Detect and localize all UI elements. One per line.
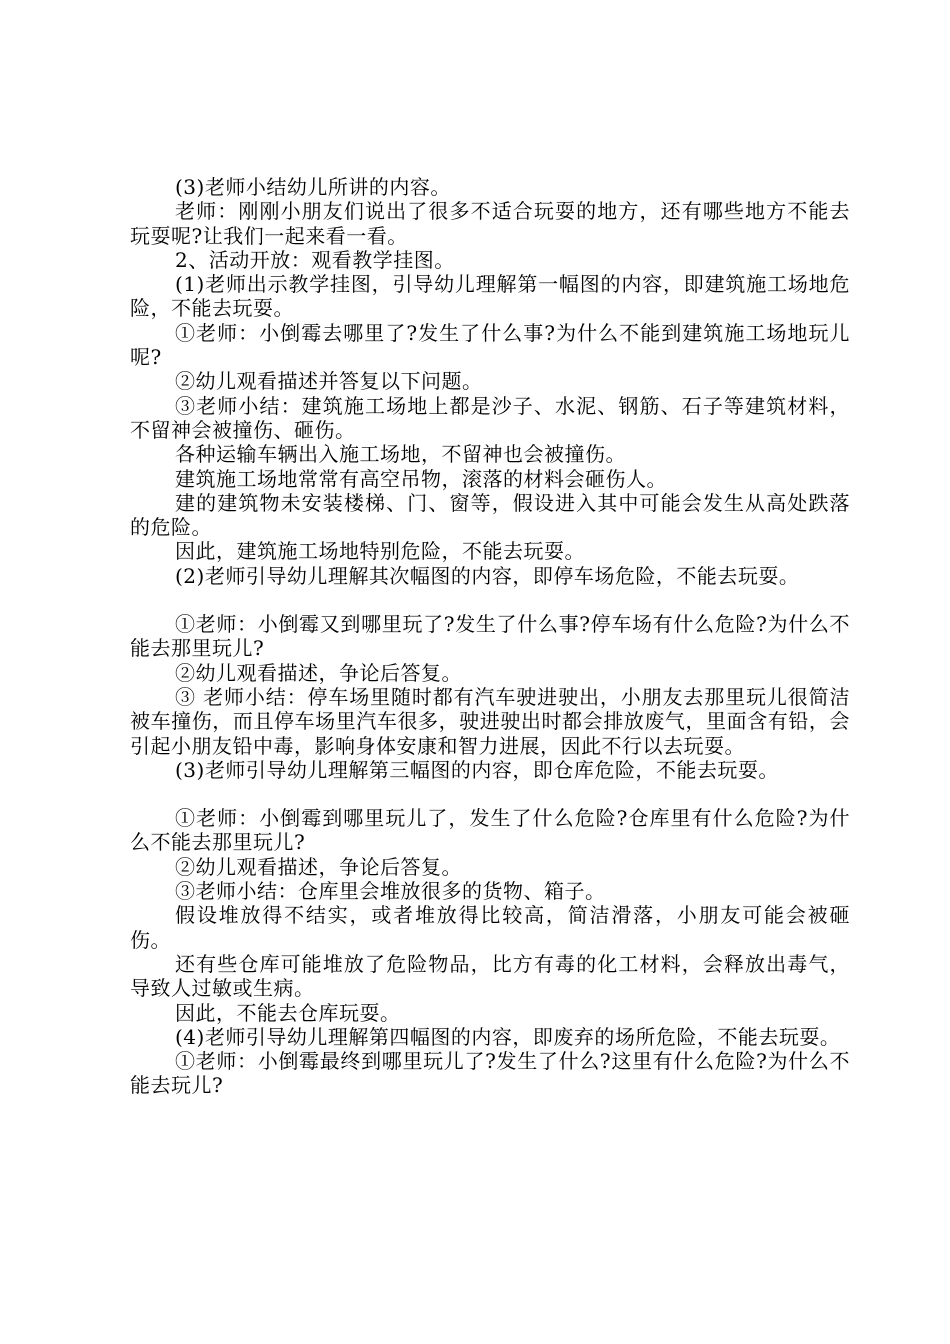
paragraph-picture-2-answer: ②幼儿观看描述，争论后答复。 (175, 660, 462, 685)
paragraph-picture-3-question: ①老师：小倒霉到哪里玩儿了，发生了什么危险?仓库里有什么危险?为什么不能去那里玩儿? (130, 806, 850, 855)
paragraph-picture-3-summary: ③老师小结：仓库里会堆放很多的货物、箱子。 (175, 879, 606, 904)
paragraph-activity-2: 2、活动开放：观看教学挂图。 (175, 247, 455, 272)
blank-line (130, 588, 850, 612)
paragraph-construction-conclusion: 因此，建筑施工场地特别危险，不能去玩耍。 (175, 539, 585, 564)
paragraph-picture-4: (4)老师引导幼儿理解第四幅图的内容，即废弃的场所危险，不能去玩耍。 (175, 1024, 841, 1049)
paragraph-picture-2-summary: ③ 老师小结：停车场里随时都有汽车驶进驶出，小朋友去那里玩儿很简洁被车撞伤，而且停车场里汽车很多，驶进驶出时都会排放废气，里面含有铅，会引起小朋友铅中毒，影响身体安康和智力进展，因此不行以去玩耍。 (130, 684, 850, 758)
paragraph-vehicles: 各种运输车辆出入施工场地，不留神也会被撞伤。 (175, 442, 626, 467)
paragraph-warehouse-conclusion: 因此，不能去仓库玩耍。 (175, 1000, 401, 1025)
paragraph-picture-2-question: ①老师：小倒霉又到哪里玩了?发生了什么事?停车场有什么危险?为什么不能去那里玩儿? (130, 612, 850, 661)
paragraph-teacher-intro: 老师：刚刚小朋友们说出了很多不适合玩耍的地方，还有哪些地方不能去玩耍呢?让我们一起来看一看。 (130, 199, 850, 248)
paragraph-picture-3: (3)老师引导幼儿理解第三幅图的内容，即仓库危险，不能去玩耍。 (175, 757, 779, 782)
paragraph-picture-1: (1)老师出示教学挂图，引导幼儿理解第一幅图的内容，即建筑施工场地危险，不能去玩耍。 (130, 272, 850, 321)
blank-line (130, 782, 850, 806)
paragraph-picture-2: (2)老师引导幼儿理解其次幅图的内容，即停车场危险，不能去玩耍。 (175, 563, 800, 588)
paragraph-picture-3-answer: ②幼儿观看描述，争论后答复。 (175, 854, 462, 879)
paragraph-unfinished-building: 建的建筑物未安装楼梯、门、窗等，假设进入其中可能会发生从高处跌落的危险。 (130, 490, 850, 540)
paragraph-hanging-objects: 建筑施工场地常常有高空吊物，滚落的材料会砸伤人。 (175, 466, 667, 491)
document-body (130, 175, 850, 1098)
paragraph-picture-1-summary: ③老师小结：建筑施工场地上都是沙子、水泥、钢筋、石子等建筑材料，不留神会被撞伤、砸伤。 (130, 393, 850, 442)
paragraph-stacking-risk: 假设堆放得不结实，或者堆放得比较高，简洁滑落，小朋友可能会被砸伤。 (130, 903, 850, 952)
paragraph-chemicals-risk: 还有些仓库可能堆放了危险物品，比方有毒的化工材料，会释放出毒气，导致人过敏或生病。 (130, 951, 850, 1001)
paragraph-summary-3: (3)老师小结幼儿所讲的内容。 (175, 175, 451, 199)
paragraph-picture-1-question: ①老师：小倒霉去哪里了?发生了什么事?为什么不能到建筑施工场地玩儿呢? (130, 320, 850, 370)
paragraph-picture-1-answer: ②幼儿观看描述并答复以下问题。 (175, 369, 483, 394)
paragraph-picture-4-question: ①老师：小倒霉最终到哪里玩儿了?发生了什么?这里有什么危险?为什么不能去玩儿? (130, 1049, 850, 1098)
